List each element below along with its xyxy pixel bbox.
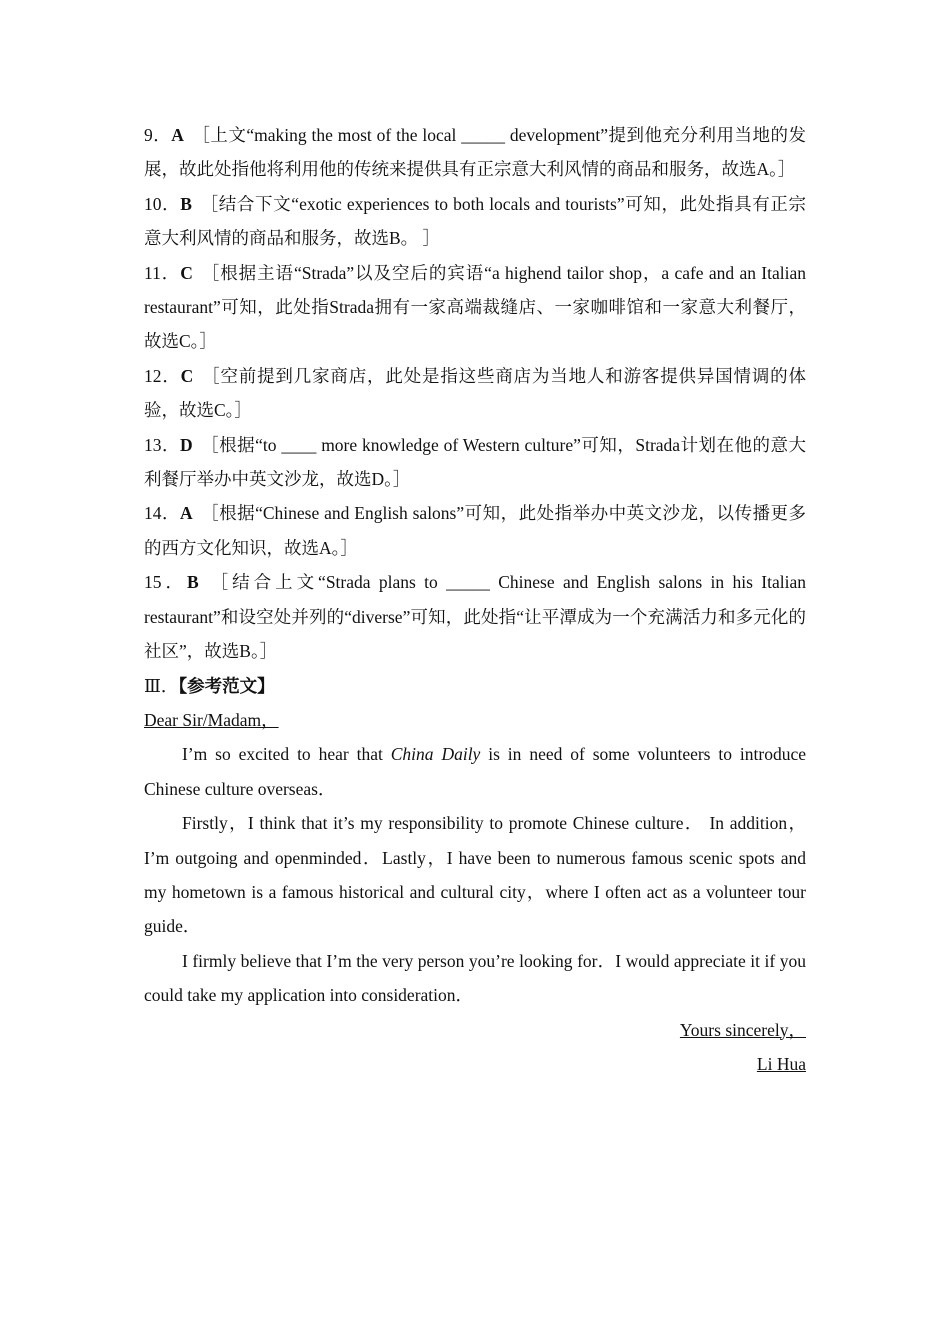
item-number: 13． [144,434,180,455]
answer-item-14 [144,496,806,565]
letter-paragraph-2 [144,806,806,944]
section-title: 【参考范文】 [178,675,275,696]
section-number: Ⅲ． [144,675,179,696]
item-answer: B [180,193,192,214]
answer-explanations [144,118,806,1081]
item-answer: C [180,365,194,386]
paragraph-text: I firmly believe that I’m the very person you’re looking for．I would appreciate it if you could take my application into consideration． [144,950,806,1006]
answer-item-10 [144,187,806,256]
section-heading [144,669,806,703]
item-explanation: ［根据“to ____ more knowledge of Western culture”可知，Strada计划在他的意大利餐厅举办中英文沙龙，故选D。］ [144,434,807,490]
signature-text: Li Hua [756,1053,806,1074]
paragraph-text: is in need of some volunteers to introduce Chinese culture overseas． [144,744,806,799]
item-explanation: ［上文“making the most of the local _____ development”提到他充分利用当地的发展，故此处指他将利用他的传统来提供具有正宗意大利风情的商品和服务，故选A。］ [144,125,807,180]
letter-paragraph-3 [144,944,806,1013]
item-number: 9． [144,125,172,145]
paragraph-text: Firstly，I think that it’s my responsibility to promote Chinese culture． In addition，I’m outgoing and openminded．Lastly，I have been to numerous famous scenic spots and my hometown is a famous historical and cultural city，where I often act as a volunteer tour guide． [144,813,806,937]
answer-item-15 [144,565,806,668]
item-explanation: ［根据“Chinese and English salons”可知，此处指举办中英文沙龙，以传播更多的西方文化知识，故选A。］ [144,503,807,558]
item-answer: D [179,434,193,455]
item-number: 12． [144,365,181,386]
answer-item-13 [144,428,806,497]
item-number: 14． [144,503,180,524]
salutation-text: Dear Sir/Madam， [144,709,279,730]
item-answer: A [171,125,184,145]
answer-item-11 [144,256,806,359]
letter-closing [144,1013,806,1047]
item-explanation: ［根据主语“Strada”以及空后的宾语“a highend tailor shop，a cafe and an Italian restaurant”可知，此处指Strada拥有一家高端裁缝店、一家咖啡馆和一家意大利餐厅，故选C。］ [144,262,806,352]
item-answer: B [186,572,199,593]
paragraph-text: I’m so excited to hear that [182,744,391,765]
letter-salutation [144,703,806,737]
letter-paragraph-1 [144,737,806,806]
item-number: 11． [144,262,181,283]
item-explanation: ［结合上文“Strada plans to _____ Chinese and English salons in his Italian restaurant”和设空处并列的“diverse”可知，此处指“让平潭成为一个充满活力和多元化的社区”，故选B。］ [144,572,806,662]
item-answer: C [180,262,193,283]
answer-item-12 [144,359,806,428]
newspaper-title: China Daily [390,744,481,765]
answer-item-9 [144,118,806,187]
closing-text: Yours sincerely， [679,1019,806,1040]
item-explanation: ［结合下文“exotic experiences to both locals and tourists”可知，此处指具有正宗意大利风情的商品和服务，故选B。 ］ [144,193,806,249]
item-answer: A [180,503,193,524]
item-explanation: ［空前提到几家商店，此处是指这些商店为当地人和游客提供异国情调的体验，故选C。］ [144,365,807,421]
item-number: 15． [144,572,187,593]
item-number: 10． [144,193,181,214]
letter-signature [144,1047,806,1081]
